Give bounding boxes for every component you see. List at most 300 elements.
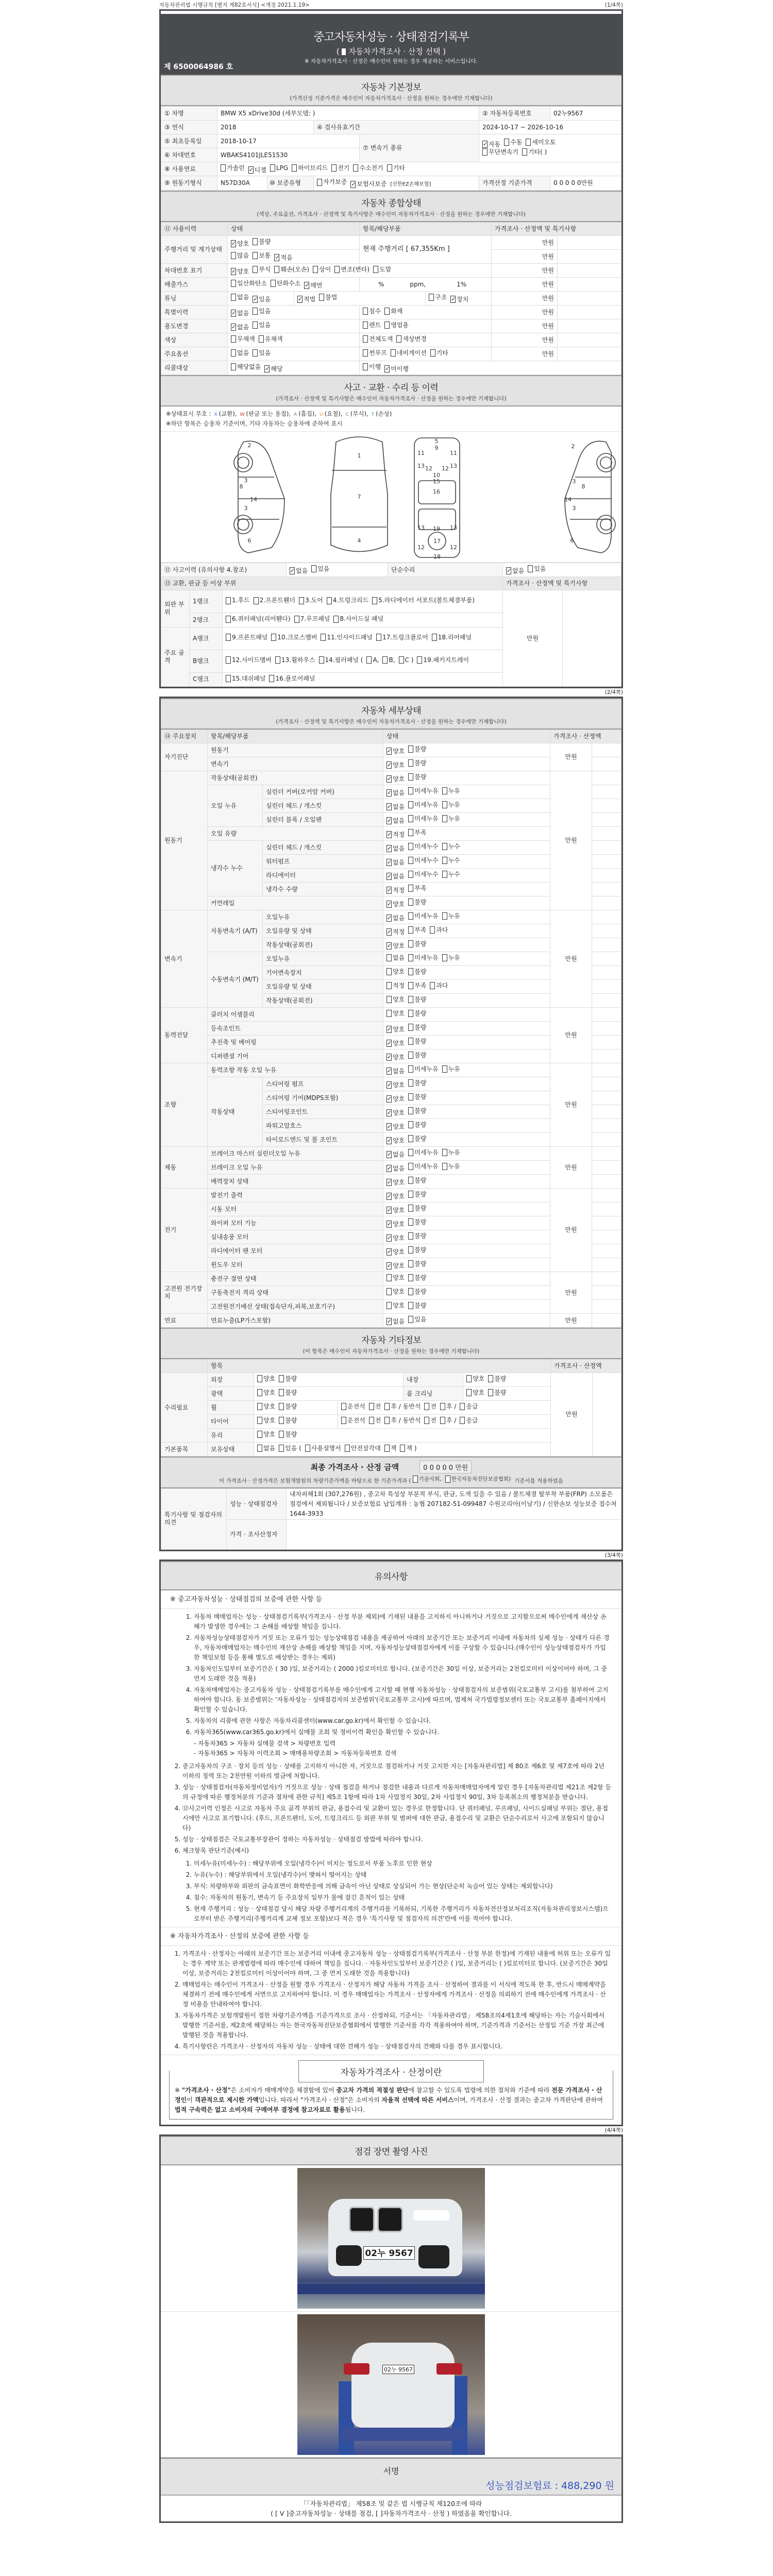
checkbox[interactable] <box>363 363 381 371</box>
checkbox[interactable] <box>253 238 271 246</box>
checkbox[interactable] <box>429 294 447 301</box>
checkbox[interactable] <box>424 1417 436 1425</box>
checkbox-label: 수소전기 <box>359 164 383 172</box>
checkbox[interactable] <box>408 1079 426 1087</box>
checkbox[interactable] <box>386 1274 405 1282</box>
checkbox[interactable] <box>408 885 426 892</box>
checkbox-label: 누유 <box>448 787 460 794</box>
checkbox[interactable] <box>504 139 522 146</box>
checkbox[interactable] <box>321 634 373 641</box>
checkbox[interactable] <box>279 1417 297 1425</box>
checkbox[interactable] <box>257 1403 275 1411</box>
checkbox[interactable] <box>386 1137 405 1145</box>
checkbox[interactable] <box>386 817 405 825</box>
checkbox[interactable] <box>442 912 460 920</box>
checkbox[interactable] <box>386 954 405 962</box>
empty-box-icon <box>341 1403 346 1410</box>
checkbox[interactable] <box>386 775 405 783</box>
checkbox[interactable] <box>408 1218 426 1226</box>
checkbox[interactable] <box>386 887 405 894</box>
checkbox[interactable] <box>275 656 315 664</box>
checked-box-icon: ✓ <box>265 365 270 372</box>
checkbox[interactable] <box>386 1040 405 1047</box>
checkbox[interactable] <box>386 1179 405 1187</box>
checkbox[interactable] <box>408 773 426 781</box>
checkbox[interactable] <box>271 634 317 641</box>
checkbox[interactable] <box>408 912 438 920</box>
column-header: 항목/해당부품 <box>208 730 383 743</box>
wheel-icon <box>234 515 253 534</box>
checkbox-label: 11.인사이드패널 <box>327 633 373 641</box>
checkbox[interactable] <box>299 597 323 604</box>
checkbox[interactable] <box>442 871 460 878</box>
checkbox[interactable] <box>366 656 379 664</box>
checkbox[interactable] <box>408 871 438 878</box>
form-reference: 자동차관리법 시행규칙 [별지 제82호서식] <개정 2021.1.19> <box>159 2 310 8</box>
checkbox[interactable] <box>408 940 426 948</box>
checkbox[interactable] <box>231 363 261 371</box>
checkbox[interactable] <box>408 1121 426 1129</box>
checkbox[interactable] <box>386 1234 405 1242</box>
checkbox[interactable] <box>442 1065 460 1073</box>
checkbox[interactable] <box>253 252 271 260</box>
checkbox[interactable] <box>226 656 272 664</box>
checkbox-label: 없음 <box>237 349 249 357</box>
checkbox[interactable] <box>386 1054 405 1061</box>
checkbox[interactable] <box>408 1191 426 1198</box>
checkbox-label: 색상변경 <box>402 335 427 343</box>
checkbox[interactable] <box>408 1065 438 1073</box>
checkbox[interactable] <box>386 901 405 908</box>
checkbox[interactable] <box>408 1107 426 1115</box>
empty-box-icon <box>440 1403 445 1410</box>
empty-box-icon <box>466 1389 472 1396</box>
checkbox[interactable] <box>363 308 381 315</box>
checkbox[interactable] <box>408 1163 438 1171</box>
checkbox[interactable] <box>313 266 331 274</box>
checkbox[interactable] <box>319 294 337 301</box>
checkbox[interactable] <box>369 1417 381 1425</box>
checkbox[interactable] <box>442 857 460 865</box>
label: ⑤ 최초등록일 <box>161 134 217 148</box>
checkbox[interactable] <box>460 1417 478 1425</box>
empty-box-icon <box>408 940 413 947</box>
part-number-label: 10 <box>433 472 440 479</box>
checkbox[interactable] <box>333 615 383 623</box>
checkbox[interactable] <box>231 349 249 357</box>
row-label: 색상 <box>161 333 228 347</box>
row-label: 특기사항 및 점검자의 의견 <box>161 1488 227 1549</box>
checkbox[interactable] <box>442 954 460 962</box>
checkbox-label: 16.플로어패널 <box>275 674 315 682</box>
checkbox-label: 양호 <box>393 1220 405 1228</box>
row-label: 수리필요 <box>161 1373 208 1443</box>
checkbox[interactable] <box>384 1417 421 1425</box>
checkbox[interactable] <box>386 761 405 769</box>
empty-box-icon <box>408 1205 413 1212</box>
checkbox[interactable] <box>408 1205 426 1212</box>
checkbox-label: 불량 <box>414 995 427 1003</box>
empty-box-icon <box>396 335 401 343</box>
part-checkboxes <box>223 613 503 628</box>
checkbox[interactable] <box>269 675 315 683</box>
checkbox[interactable] <box>445 1475 511 1483</box>
checkbox[interactable] <box>386 1010 405 1018</box>
checkbox[interactable] <box>259 335 283 343</box>
page-2 <box>159 697 623 1551</box>
detail-row <box>161 1272 621 1286</box>
checkbox[interactable] <box>408 954 438 962</box>
checkbox[interactable] <box>226 597 250 604</box>
checkbox[interactable] <box>341 1403 365 1411</box>
checkbox[interactable] <box>408 857 438 865</box>
checkbox[interactable] <box>442 801 460 809</box>
checkbox[interactable] <box>294 615 330 623</box>
part-checkboxes <box>223 590 503 613</box>
checkbox[interactable] <box>408 787 438 795</box>
checkbox[interactable] <box>386 1318 405 1326</box>
checkbox[interactable] <box>386 1123 405 1131</box>
checkbox[interactable] <box>408 829 426 837</box>
checkbox[interactable] <box>386 928 405 936</box>
explanation-text: 은 소비자가 매매계약을 체결함에 있어 <box>230 2086 337 2094</box>
status-options <box>383 1036 550 1049</box>
checkbox[interactable] <box>386 831 405 839</box>
checkbox[interactable] <box>253 266 271 274</box>
checkbox[interactable] <box>482 141 500 148</box>
checkbox[interactable] <box>408 1232 426 1240</box>
checkbox[interactable] <box>373 266 391 274</box>
checkbox[interactable] <box>231 280 267 287</box>
checkbox[interactable] <box>466 1375 484 1383</box>
checkbox[interactable] <box>386 968 405 976</box>
checkbox[interactable] <box>442 1163 460 1171</box>
status-options <box>383 1189 550 1202</box>
checkbox[interactable] <box>522 148 547 156</box>
checkbox[interactable] <box>254 597 295 604</box>
notice-text: 성능 · 상태점검은 국토교통부장관이 정하는 자동차성능 · 상태점검 방법에 따라야 합니다. <box>182 1835 423 1843</box>
checkbox[interactable] <box>408 745 426 753</box>
checkbox-label: 13.휠하우스 <box>281 656 315 664</box>
checkbox-label: 없음 <box>393 858 405 866</box>
checkbox[interactable] <box>279 1431 297 1438</box>
checkbox[interactable] <box>345 1445 381 1452</box>
checkbox[interactable] <box>386 1095 405 1103</box>
checkbox-group <box>360 333 492 347</box>
checkbox[interactable] <box>331 164 349 172</box>
checkbox[interactable] <box>386 982 405 990</box>
checkbox[interactable] <box>408 759 426 767</box>
checkbox[interactable] <box>396 335 426 343</box>
checkbox[interactable] <box>386 859 405 867</box>
checkbox[interactable] <box>408 899 426 906</box>
checkbox-label: 양호 <box>263 1402 276 1410</box>
empty-box-icon <box>408 1177 413 1184</box>
checkbox[interactable] <box>369 1403 381 1411</box>
item-label: 워터펌프 <box>263 855 383 869</box>
checkbox[interactable] <box>386 1081 405 1089</box>
checkbox[interactable] <box>466 1389 484 1397</box>
symbol-x: X <box>214 412 217 417</box>
checkbox[interactable] <box>231 268 249 276</box>
checkbox[interactable] <box>376 634 428 641</box>
checkbox[interactable] <box>386 996 405 1004</box>
checkbox[interactable] <box>424 1403 436 1411</box>
checkbox[interactable] <box>226 675 265 683</box>
checkbox[interactable] <box>386 1248 405 1256</box>
checkbox[interactable] <box>257 1417 275 1425</box>
checkbox[interactable] <box>408 1052 426 1059</box>
sub-item-label: 오일 누유 <box>208 785 263 827</box>
item-label: 스티어링 기어(MDPS포함) <box>263 1091 383 1105</box>
checkbox-label: 있음 <box>317 565 330 572</box>
empty-box-icon <box>408 1093 413 1100</box>
checkbox-label: 없음 <box>393 803 405 810</box>
checkbox[interactable] <box>386 914 405 922</box>
checkbox-label: 불량 <box>285 1402 297 1410</box>
empty-box-icon <box>408 871 413 878</box>
checkbox[interactable] <box>408 1093 426 1101</box>
checkbox[interactable] <box>304 282 322 290</box>
checkbox[interactable] <box>386 942 405 950</box>
checkbox[interactable] <box>274 254 292 262</box>
checkbox[interactable] <box>386 1165 405 1173</box>
checkbox[interactable] <box>264 365 282 373</box>
checkbox[interactable] <box>430 982 448 990</box>
item-label: 디퍼렌셜 기어 <box>208 1049 383 1063</box>
part-number-label: 13 <box>450 463 457 469</box>
checkbox[interactable] <box>450 296 468 303</box>
checkbox[interactable] <box>226 634 267 641</box>
checkbox[interactable] <box>408 801 438 809</box>
checkbox[interactable] <box>386 1221 405 1228</box>
checkbox[interactable] <box>270 164 288 172</box>
checkbox[interactable] <box>408 1316 426 1324</box>
checkbox[interactable] <box>231 335 255 343</box>
checkbox[interactable] <box>353 164 383 172</box>
checkbox[interactable] <box>408 1246 426 1254</box>
checkbox[interactable] <box>386 1109 405 1117</box>
checkbox[interactable] <box>305 1445 341 1452</box>
checkbox[interactable] <box>384 1445 397 1452</box>
checkbox[interactable] <box>279 1445 301 1452</box>
checkbox-label: 부족 <box>414 981 427 989</box>
checked-box-icon: ✓ <box>387 942 392 949</box>
checkbox[interactable] <box>226 615 291 623</box>
selection-checkbox[interactable] <box>342 48 346 55</box>
checkbox-group <box>287 563 388 577</box>
checkbox[interactable] <box>408 1260 426 1268</box>
checkbox-label: 전기 <box>338 164 350 172</box>
checkbox[interactable] <box>274 266 309 274</box>
part-number-label: 11 <box>450 450 457 456</box>
notes-subheading: ※ 중고자동차성능 · 상태점검의 보증에 관한 사항 등 <box>161 1590 621 1609</box>
checkbox-label: 상이 <box>319 265 331 273</box>
checkbox-label: 전 <box>430 1402 437 1410</box>
checked-box-icon: ✓ <box>290 567 295 574</box>
checkbox[interactable] <box>386 803 405 811</box>
checkbox[interactable] <box>408 1288 426 1296</box>
checkbox[interactable] <box>334 266 369 274</box>
checkbox[interactable] <box>221 164 245 172</box>
checkbox[interactable] <box>384 321 409 329</box>
checkbox[interactable] <box>408 1024 426 1031</box>
checkbox[interactable] <box>292 164 328 172</box>
checkbox[interactable] <box>257 1389 275 1397</box>
status-options <box>383 813 550 827</box>
checkbox[interactable] <box>319 656 363 664</box>
checkbox[interactable] <box>257 1431 275 1438</box>
checkbox[interactable] <box>350 180 386 188</box>
checkbox[interactable] <box>231 324 249 331</box>
checkbox-label: 양호 <box>393 747 405 755</box>
checkbox[interactable] <box>408 1135 426 1143</box>
checkbox[interactable] <box>290 567 308 575</box>
final-price-section: 최종 가격조사 · 산정 금액 0 0 0 0 0 만원 이 가격조사 · 산정가격은 보험개발원의 차량기준가액을 바탕으로 한 기준가격과 ( 기술사회, 한국자동차진단보증협회) 기준서를 적용하였음 <box>161 1456 621 1488</box>
checkbox[interactable] <box>413 1475 442 1483</box>
checkbox[interactable] <box>391 349 427 357</box>
checkbox[interactable] <box>363 349 387 357</box>
checkbox[interactable] <box>387 164 405 172</box>
checkbox[interactable] <box>327 597 368 604</box>
checkbox[interactable] <box>271 280 300 287</box>
sub-item-label: 자동변속기 (A/T) <box>208 910 263 952</box>
notice-item: 2. 자동차성능상태점검자가 거짓 또는 오류가 있는 성능상태점검 내용을 제공하여 아래의 보증기간 또는 보증거리 이내에 자동차의 실제 성능 · 상태가 다른 경우, 자동차매매업자는 매수인의 재산상 손해를 배상할 책임을 지며, 자동차성능상태점검자에게 이를 구상할 수 있습니다.(매수인이 성능상태점검자가 가입한 책임보험 등을 통해 별도로 배상받는 경우는 제외) <box>194 1633 611 1663</box>
checkbox-label: 양호 <box>393 968 405 975</box>
checkbox[interactable] <box>386 748 405 755</box>
checkbox[interactable] <box>382 656 395 664</box>
checkbox[interactable] <box>248 166 266 174</box>
checkbox[interactable] <box>488 1389 506 1397</box>
checkbox[interactable] <box>526 139 556 146</box>
checkbox[interactable] <box>408 815 438 823</box>
checkbox[interactable] <box>384 308 402 315</box>
price-note <box>592 910 621 924</box>
price-unit: 만원 <box>550 1147 592 1189</box>
checkbox-label: 양호 <box>393 1248 405 1256</box>
part-number-label: 8 <box>239 483 243 490</box>
checkbox[interactable] <box>408 982 426 990</box>
checkbox[interactable] <box>386 789 405 797</box>
checkbox[interactable] <box>442 843 460 851</box>
checkbox[interactable] <box>432 634 472 641</box>
checkbox[interactable] <box>386 1302 405 1310</box>
checkbox[interactable] <box>231 240 249 248</box>
checkbox[interactable] <box>253 349 271 357</box>
checkbox[interactable] <box>408 968 426 976</box>
checkbox[interactable] <box>279 1375 297 1383</box>
checkbox-label: 없음 <box>393 1317 405 1325</box>
checkbox[interactable] <box>408 1302 426 1310</box>
checkbox[interactable] <box>253 296 271 303</box>
checkbox[interactable] <box>386 1262 405 1270</box>
label: ⑦ 변속기 종류 <box>360 134 479 162</box>
checkbox-label: 없음 <box>393 914 405 922</box>
checkbox[interactable] <box>442 787 460 795</box>
checkbox[interactable] <box>417 656 469 664</box>
checkbox[interactable] <box>231 310 249 317</box>
checkbox[interactable] <box>430 926 448 934</box>
checkbox[interactable] <box>363 335 393 343</box>
checkbox[interactable] <box>408 1177 426 1184</box>
checkbox[interactable] <box>231 252 249 260</box>
checkbox[interactable] <box>384 1403 421 1411</box>
checkbox[interactable] <box>253 321 271 329</box>
checkbox[interactable] <box>440 1417 456 1425</box>
checkbox-label: 불량 <box>414 1037 427 1045</box>
checkbox[interactable] <box>430 349 448 357</box>
checkbox[interactable] <box>408 1149 438 1157</box>
checkbox[interactable] <box>386 1026 405 1033</box>
device-group-label: 변속기 <box>161 910 208 1008</box>
checkbox[interactable] <box>297 296 315 303</box>
checkbox-label: 양호 <box>393 995 405 1003</box>
checkbox[interactable] <box>399 656 414 664</box>
checkbox[interactable] <box>408 1274 426 1282</box>
checkbox[interactable] <box>317 178 347 186</box>
checkbox[interactable] <box>506 567 524 575</box>
checkbox[interactable] <box>341 1417 365 1425</box>
checkbox[interactable] <box>442 1149 460 1157</box>
checkbox[interactable] <box>386 1151 405 1159</box>
checkbox[interactable] <box>400 1445 416 1452</box>
checkbox[interactable] <box>257 1445 275 1452</box>
checkbox[interactable] <box>482 148 518 156</box>
checkbox-label: 1.후드 <box>232 597 250 604</box>
checked-box-icon: ✓ <box>387 1067 392 1074</box>
section-title: 유의사항 <box>375 1571 408 1582</box>
empty-box-icon <box>429 294 434 301</box>
checkbox[interactable] <box>363 321 381 329</box>
checkbox[interactable] <box>408 1038 426 1045</box>
checkbox[interactable] <box>311 565 329 573</box>
checkbox[interactable] <box>231 294 249 301</box>
checkbox[interactable] <box>440 1403 456 1411</box>
checkbox[interactable] <box>442 815 460 823</box>
empty-box-icon <box>408 968 413 975</box>
checkbox[interactable] <box>460 1403 478 1411</box>
price-note <box>592 1244 621 1258</box>
checkbox[interactable] <box>279 1389 297 1397</box>
checkbox[interactable] <box>386 1193 405 1200</box>
checkbox[interactable] <box>386 873 405 880</box>
checkbox[interactable] <box>408 926 426 934</box>
checkbox-label: 미세누유 <box>414 954 439 961</box>
checkbox[interactable] <box>528 565 546 573</box>
checkbox[interactable] <box>253 308 271 315</box>
checkbox[interactable] <box>384 365 409 373</box>
checkbox-group <box>317 180 390 188</box>
checkbox-label: 불량 <box>414 1287 427 1295</box>
empty-box-icon <box>376 634 381 641</box>
item-label: 와이퍼 모터 기능 <box>208 1216 383 1230</box>
checked-box-icon: ✓ <box>483 141 488 148</box>
checkbox[interactable] <box>279 1403 297 1411</box>
checkbox[interactable] <box>386 1207 405 1214</box>
status-options <box>383 827 550 841</box>
checkbox[interactable] <box>372 597 475 604</box>
checkbox[interactable] <box>408 996 426 1004</box>
checkbox[interactable] <box>386 1067 405 1075</box>
checkbox[interactable] <box>408 843 438 851</box>
checkbox[interactable] <box>386 845 405 853</box>
notes-subheading: ※ 자동차가격조사 · 산정의 보증에 관한 사항 등 <box>161 1927 621 1946</box>
checkbox[interactable] <box>257 1375 275 1383</box>
checkbox[interactable] <box>386 1288 405 1296</box>
checkbox[interactable] <box>488 1375 506 1383</box>
symbol-t: T <box>371 412 375 417</box>
checkbox[interactable] <box>408 1010 426 1018</box>
